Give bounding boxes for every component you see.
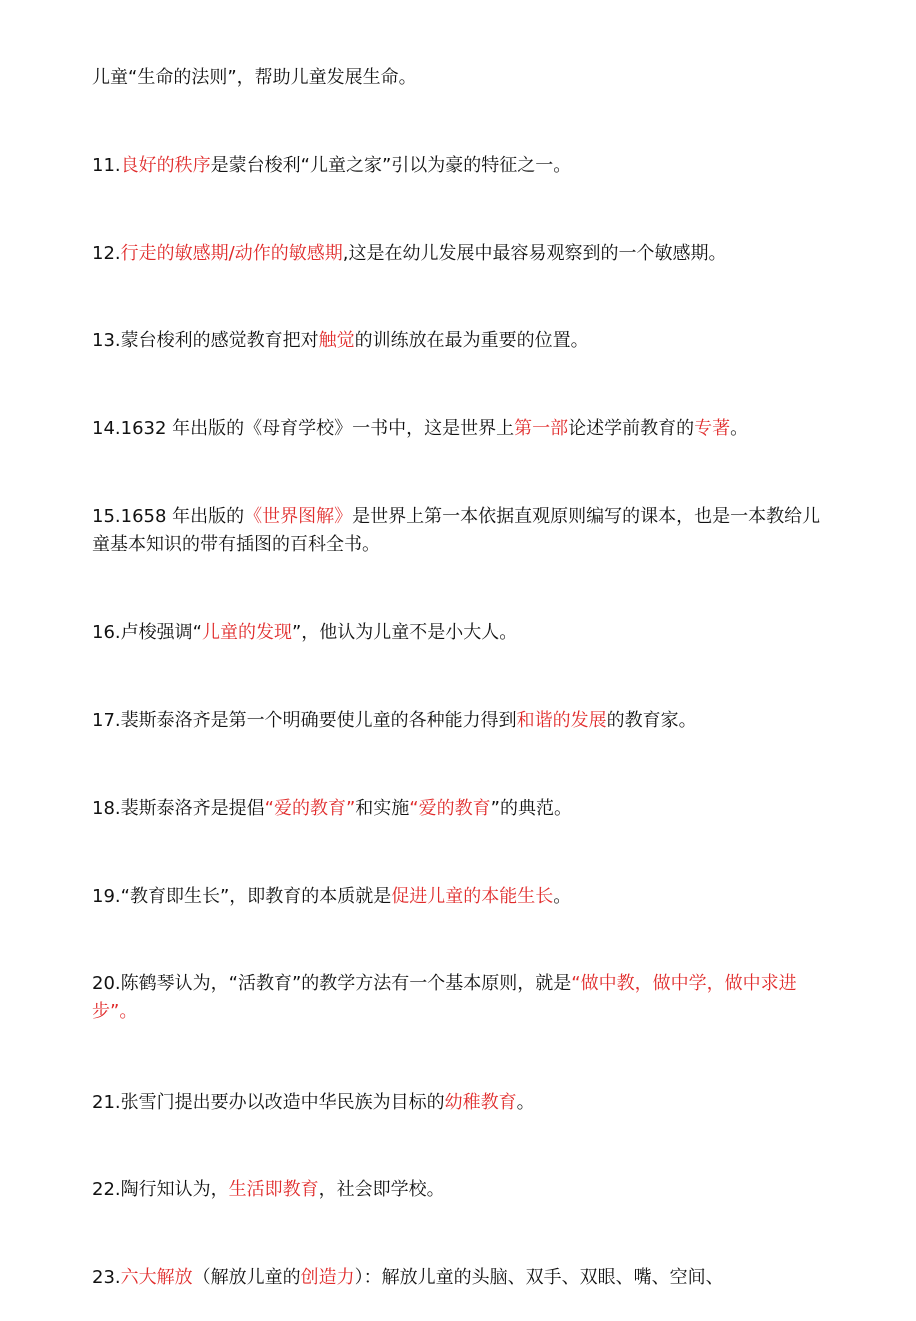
text-run: 11.: [92, 155, 121, 176]
highlight-run: 幼稚教育: [444, 1092, 517, 1113]
highlight-run: 创造力: [300, 1267, 355, 1288]
paragraph-18: [92, 795, 832, 823]
highlight-run: 行走的敏感期/动作的敏感期: [120, 243, 343, 264]
text-run: 14.1632 年出版的《母育学校》一书中，这是世界上: [92, 418, 515, 439]
text-run: 。: [553, 886, 572, 907]
highlight-run: 和谐的发展: [516, 710, 607, 731]
text-run: ”，他认为儿童不是小大人。: [291, 622, 518, 643]
highlight-run: “做中教，做中学，做中求进步”。: [92, 973, 797, 1022]
text-run: ”的典范。: [490, 798, 572, 819]
paragraph-21: [92, 1089, 832, 1117]
text-run: （解放儿童的: [192, 1267, 301, 1288]
text-run: 23.: [92, 1267, 121, 1288]
paragraph-13: [92, 327, 832, 355]
text-run: 15.1658 年出版的: [92, 506, 245, 527]
text-run: 13.蒙台梭利的感觉教育把对: [92, 330, 319, 351]
highlight-run: 触觉: [318, 330, 355, 351]
highlight-run: 《世界图解》: [244, 506, 353, 527]
text-run: 。: [516, 1092, 535, 1113]
text-run: 21.张雪门提出要办以改造中华民族为目标的: [92, 1092, 445, 1113]
paragraph-23: [92, 1264, 832, 1292]
highlight-run: 生活即教育: [228, 1179, 319, 1200]
text-run: 论述学前教育的: [568, 418, 695, 439]
paragraph-20: [92, 970, 832, 1026]
highlight-run: “爱的教育”: [264, 798, 356, 819]
text-run: ,这是在幼儿发展中最容易观察到的一个敏感期。: [342, 243, 727, 264]
text-run: ，社会即学校。: [318, 1179, 445, 1200]
text-run: 的教育家。: [606, 710, 697, 731]
text-run: 12.: [92, 243, 121, 264]
text-run: 18.裴斯泰洛齐是提倡: [92, 798, 265, 819]
text-run: ）：解放儿童的头脑、双手、双眼、嘴、空间、: [354, 1267, 724, 1288]
text-run: 19.“教育即生长”，即教育的本质就是: [92, 886, 392, 907]
text-run: 和实施: [355, 798, 410, 819]
paragraph-intro: [92, 64, 832, 92]
paragraph-19: [92, 883, 832, 911]
highlight-run: 专著: [694, 418, 731, 439]
text-run: 是蒙台梭利“儿童之家”引以为豪的特征之一。: [210, 155, 572, 176]
text-run: 22.陶行知认为，: [92, 1179, 229, 1200]
text-run: 是世界上第一本依据直观原则编写的课本，也是一本教给儿童基本知识的带有插图的百科全书。: [92, 506, 821, 555]
highlight-run: “爱的教育: [409, 798, 491, 819]
highlight-run: 良好的秩序: [120, 155, 211, 176]
text-run: 。: [730, 418, 749, 439]
text-run: 儿童“生命的法则”，帮助儿童发展生命。: [92, 67, 417, 88]
text-run: 17.裴斯泰洛齐是第一个明确要使儿童的各种能力得到: [92, 710, 517, 731]
paragraph-14: [92, 415, 832, 443]
highlight-run: 促进儿童的本能生长: [391, 886, 554, 907]
text-run: 16.卢梭强调“: [92, 622, 202, 643]
paragraph-16: [92, 619, 832, 647]
highlight-run: 儿童的发现: [201, 622, 292, 643]
text-run: 20.陈鹤琴认为，“活教育”的教学方法有一个基本原则，就是: [92, 973, 572, 994]
paragraph-17: [92, 707, 832, 735]
paragraph-11: [92, 152, 832, 180]
highlight-run: 第一部: [514, 418, 569, 439]
paragraph-22: [92, 1176, 832, 1204]
paragraph-12: [92, 240, 832, 268]
paragraph-15: [92, 503, 832, 559]
text-run: 的训练放在最为重要的位置。: [354, 330, 589, 351]
highlight-run: 六大解放: [120, 1267, 193, 1288]
